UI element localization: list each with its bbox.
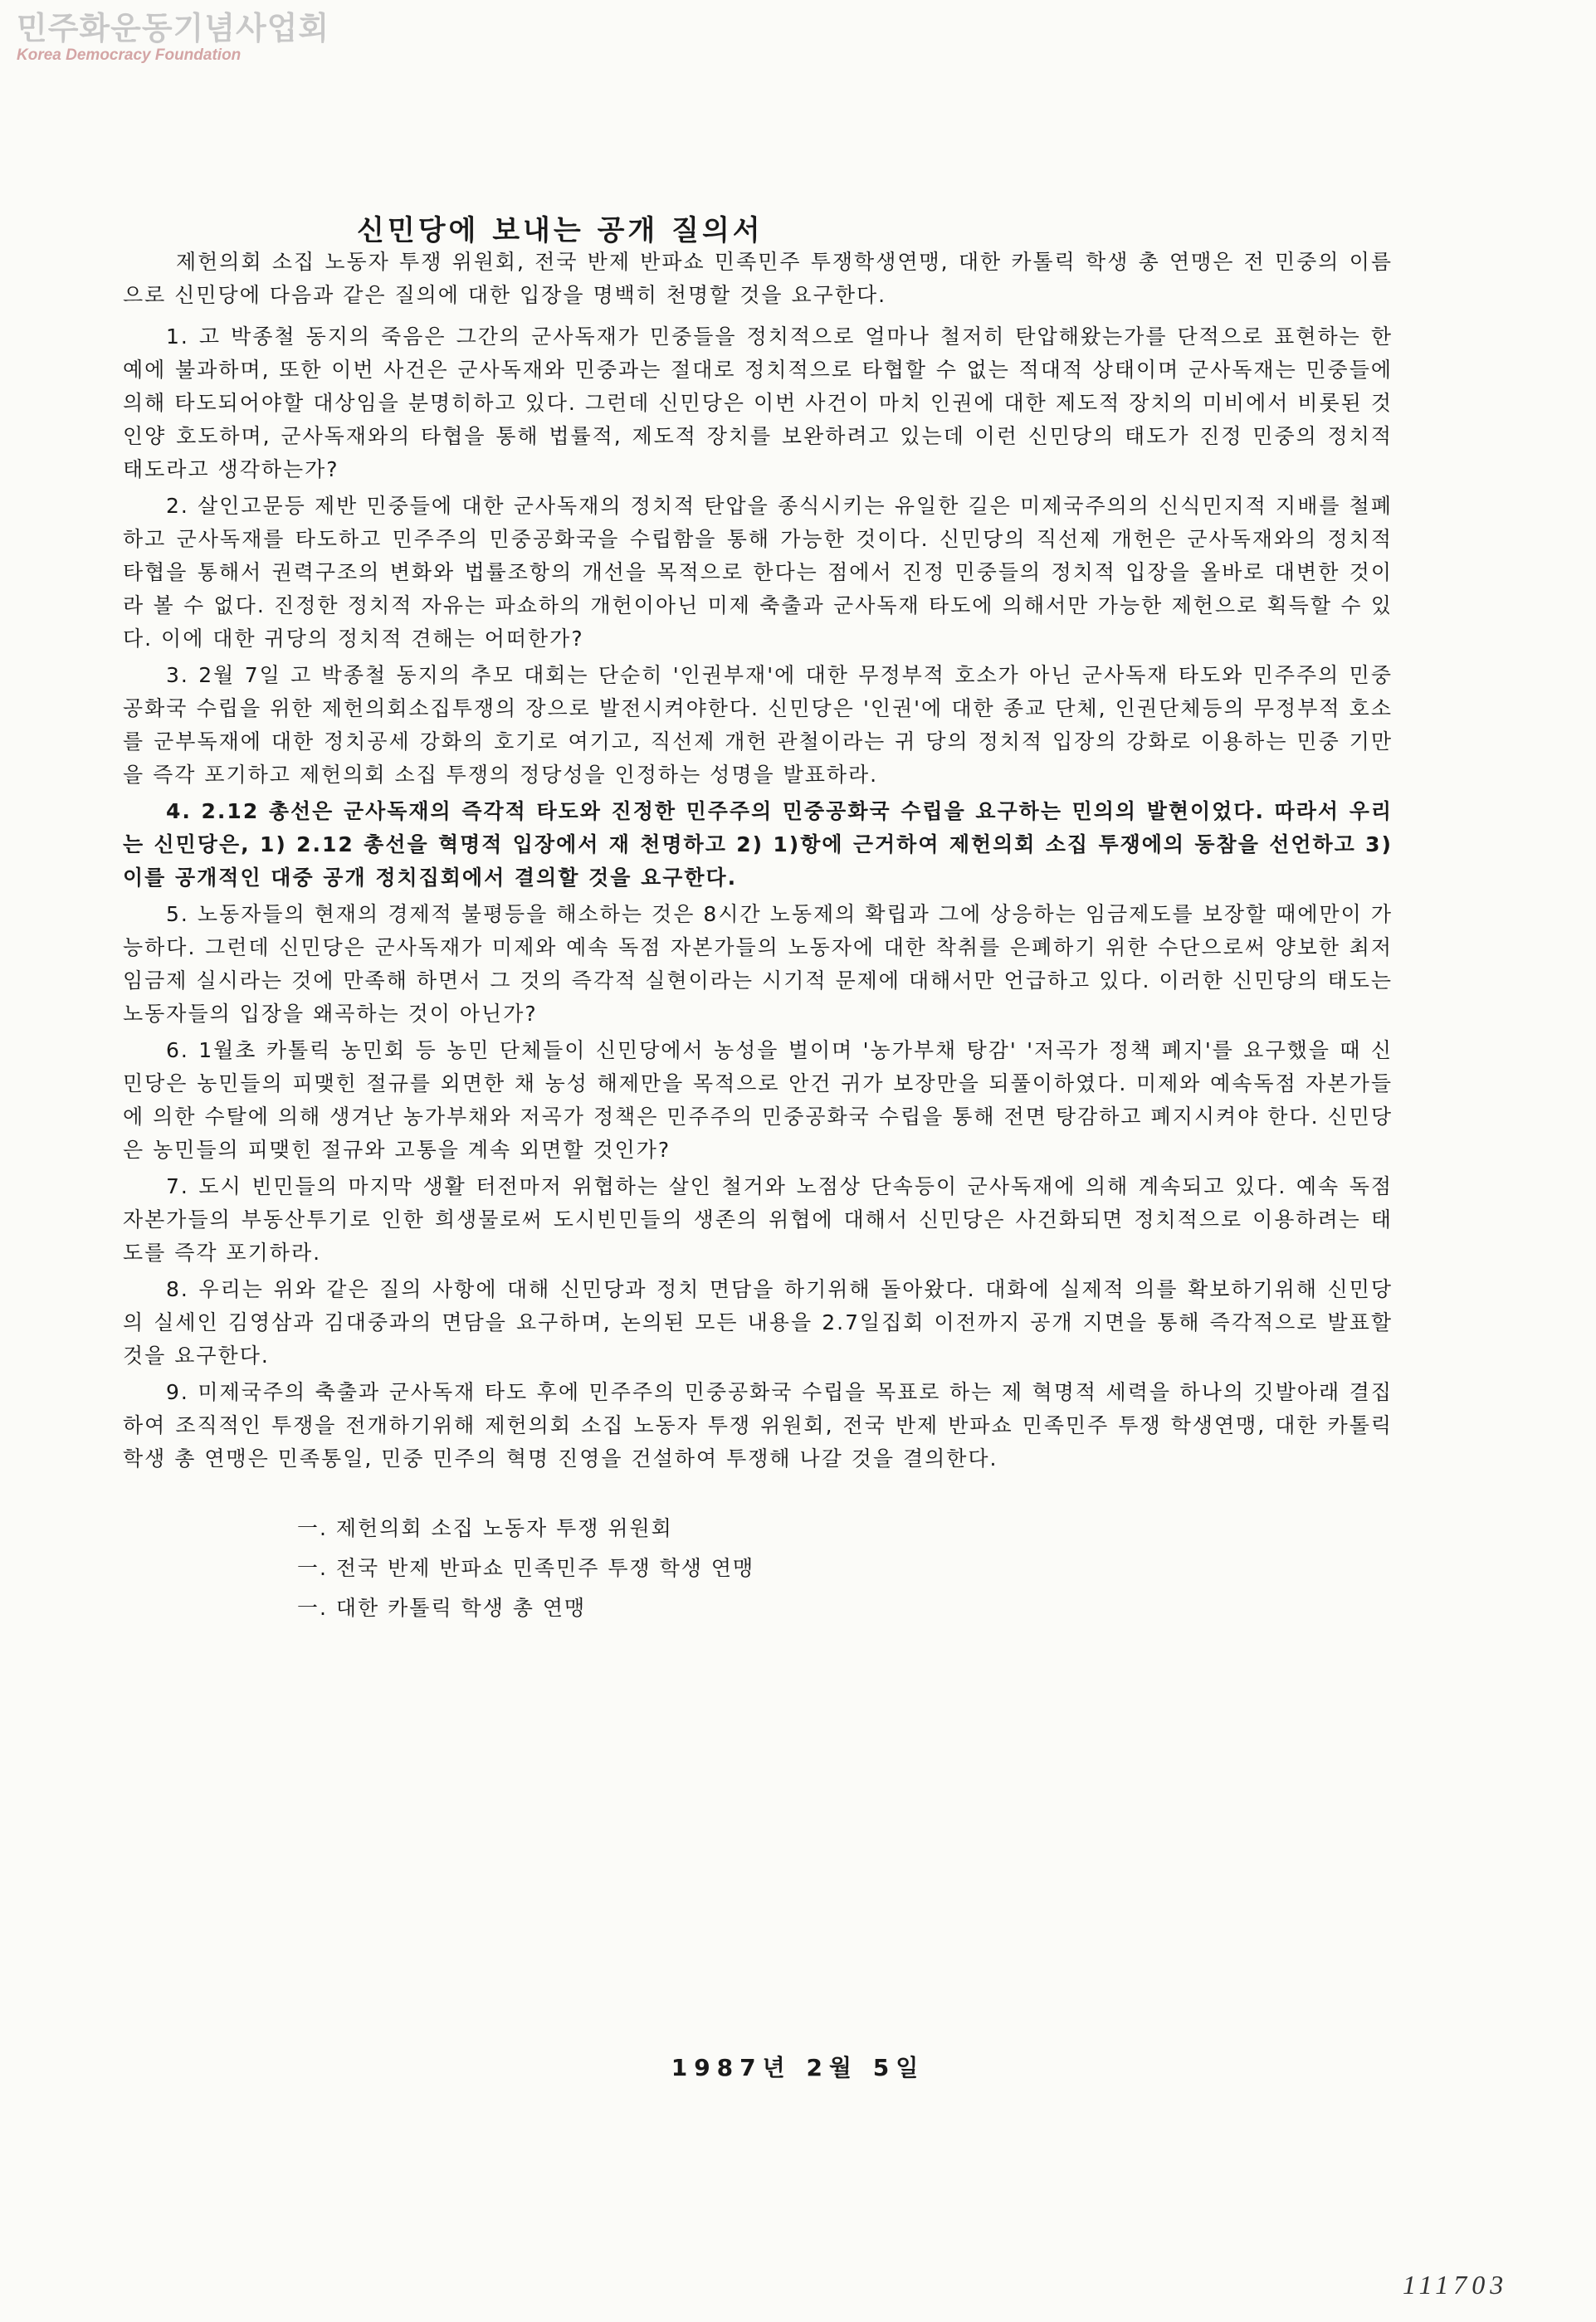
numbered-paragraph: 2. 살인고문등 제반 민중들에 대한 군사독재의 정치적 탄압을 종식시키는 유일한 길은 미제국주의의 신식민지적 지배를 철폐하고 군사독재를 타도하고 민주주의 민중공화국을 수립함을 통해 가능한 것이다. 신민당의 직선제 개헌은 군사독재와의 정치적 타협을 통해서 권력구조의 변화와 법률조항의 개선을 목적으로 한다는 점에서 진정 민중들의 정치적 입장을 올바로 대변한 것이라 볼 수 없다. 진정한 정치적 자유는 파쇼하의 개헌이아닌 미제 축출과 군사독재 타도에 의해서만 가능한 제헌으로 획득할 수 있다. 이에 대한 귀당의 정치적 견해는 어떠한가?	[123, 494, 1393, 651]
numbered-paragraph: 6. 1월초 카톨릭 농민회 등 농민 단체들이 신민당에서 농성을 벌이며 '농가부채 탕감' '저곡가 정책 폐지'를 요구했을 때 신민당은 농민들의 피맺힌 절규를 외면한 채 농성 해제만을 목적으로 안건 귀가 보장만을 되풀이하였다. 미제와 예속독점 자본가들에 의한 수탈에 의해 생겨난 농가부채와 저곡가 정책은 민주주의 민중공화국 수립을 통해 전면 탕감하고 폐지시켜야 한다. 신민당은 농민들의 피맺힌 절규와 고통을 계속 외면할 것인가?	[123, 1038, 1393, 1162]
numbered-paragraph: 3. 2월 7일 고 박종철 동지의 추모 대회는 단순히 '인권부재'에 대한 무정부적 호소가 아닌 군사독재 타도와 민주주의 민중공화국 수립을 위한 제헌의회소집투쟁의 장으로 발전시켜야한다. 신민당은 '인권'에 대한 종교 단체, 인권단체등의 무정부적 호소를 군부독재에 대한 정치공세 강화의 호기로 여기고, 직선제 개헌 관철이라는 귀 당의 정치적 입장의 강화로 이용하는 민중 기만을 즉각 포기하고 제헌의회 소집 투쟁의 정당성을 인정하는 성명을 발표하라.	[123, 663, 1393, 787]
document-title: 신민당에 보내는 공개 질의서	[357, 214, 764, 247]
signatory-item: 一. 제헌의회 소집 노동자 투쟁 위원회	[297, 1516, 673, 1540]
numbered-paragraphs	[123, 320, 1393, 1476]
numbered-paragraph: 5. 노동자들의 현재의 경제적 불평등을 해소하는 것은 8시간 노동제의 확립과 그에 상응하는 임금제도를 보장할 때에만이 가능하다. 그런데 신민당은 군사독재가 미제와 예속 독점 자본가들의 노동자에 대한 착취를 은폐하기 위한 수단으로써 양보한 최저임금제 실시라는 것에 만족해 하면서 그 것의 즉각적 실현이라는 시기적 문제에 대해서만 언급하고 있다. 이러한 신민당의 태도는 노동자들의 입장을 왜곡하는 것이 아닌가?	[123, 902, 1393, 1026]
numbered-paragraph: 7. 도시 빈민들의 마지막 생활 터전마저 위협하는 살인 철거와 노점상 단속등이 군사독재에 의해 계속되고 있다. 예속 독점 자본가들의 부동산투기로 인한 희생물로써 도시빈민들의 생존의 위협에 대해서 신민당은 사건화되면 정치적으로 이용하려는 태도를 즉각 포기하라.	[123, 1174, 1393, 1265]
document-date: 1987년 2월 5일	[671, 2054, 925, 2081]
numbered-paragraph: 1. 고 박종철 동지의 죽음은 그간의 군사독재가 민중들을 정치적으로 얼마나 철저히 탄압해왔는가를 단적으로 표현하는 한 예에 불과하며, 또한 이번 사건은 군사독재와 민중과는 절대로 정치적으로 타협할 수 없는 적대적 상태이며 군사독재는 민중들에 의해 타도되어야할 대상임을 분명히하고 있다. 그런데 신민당은 이번 사건이 마치 인권에 대한 제도적 장치의 미비에서 비롯된 것인양 호도하며, 군사독재와의 타협을 통해 법률적, 제도적 장치를 보완하려고 있는데 이런 신민당의 태도가 진정 민중의 정치적 태도라고 생각하는가?	[123, 324, 1393, 481]
document-number: 111703	[1403, 2270, 1509, 2300]
intro-paragraph: 제헌의회 소집 노동자 투쟁 위원회, 전국 반제 반파쇼 민족민주 투쟁학생연맹, 대한 카톨릭 학생 총 연맹은 전 민중의 이름으로 신민당에 다음과 같은 질의에 대한 입장을 명백히 천명할 것을 요구한다.	[123, 250, 1393, 307]
signatory-item: 一. 대한 카톨릭 학생 총 연맹	[297, 1596, 587, 1620]
numbered-paragraph: 4. 2.12 총선은 군사독재의 즉각적 타도와 진정한 민주주의 민중공화국 수립을 요구하는 민의의 발현이었다. 따라서 우리는 신민당은, 1) 2.12 총선을 혁명적 입장에서 재 천명하고 2) 1)항에 근거하여 제헌의회 소집 투쟁에의 동참을 선언하고 3) 이를 공개적인 대중 공개 정치집회에서 결의할 것을 요구한다.	[123, 799, 1393, 890]
watermark-logo	[17, 10, 329, 65]
watermark-english: Korea Democracy Foundation	[17, 46, 242, 64]
document-body	[123, 246, 1393, 1628]
numbered-paragraph: 9. 미제국주의 축출과 군사독재 타도 후에 민주주의 민중공화국 수립을 목표로 하는 제 혁명적 세력을 하나의 깃발아래 결집하여 조직적인 투쟁을 전개하기위해 제헌의회 소집 노동자 투쟁 위원회, 전국 반제 반파쇼 민족민주 투쟁 학생연맹, 대한 카톨릭 학생 총 연맹은 민족통일, 민중 민주의 혁명 진영을 건설하여 투쟁해 나갈 것을 결의한다.	[123, 1380, 1393, 1471]
signatory-list	[297, 1509, 1393, 1628]
numbered-paragraph: 8. 우리는 위와 같은 질의 사항에 대해 신민당과 정치 면담을 하기위해 돌아왔다. 대화에 실제적 의를 확보하기위해 신민당의 실세인 김영삼과 김대중과의 면담을 요구하며, 논의된 모든 내용을 2.7일집회 이전까지 공개 지면을 통해 즉각적으로 발표할 것을 요구한다.	[123, 1277, 1393, 1368]
signatory-item: 一. 전국 반제 반파쇼 민족민주 투쟁 학생 연맹	[297, 1556, 755, 1580]
watermark-korean: 민주화운동기념사업회	[17, 10, 330, 46]
